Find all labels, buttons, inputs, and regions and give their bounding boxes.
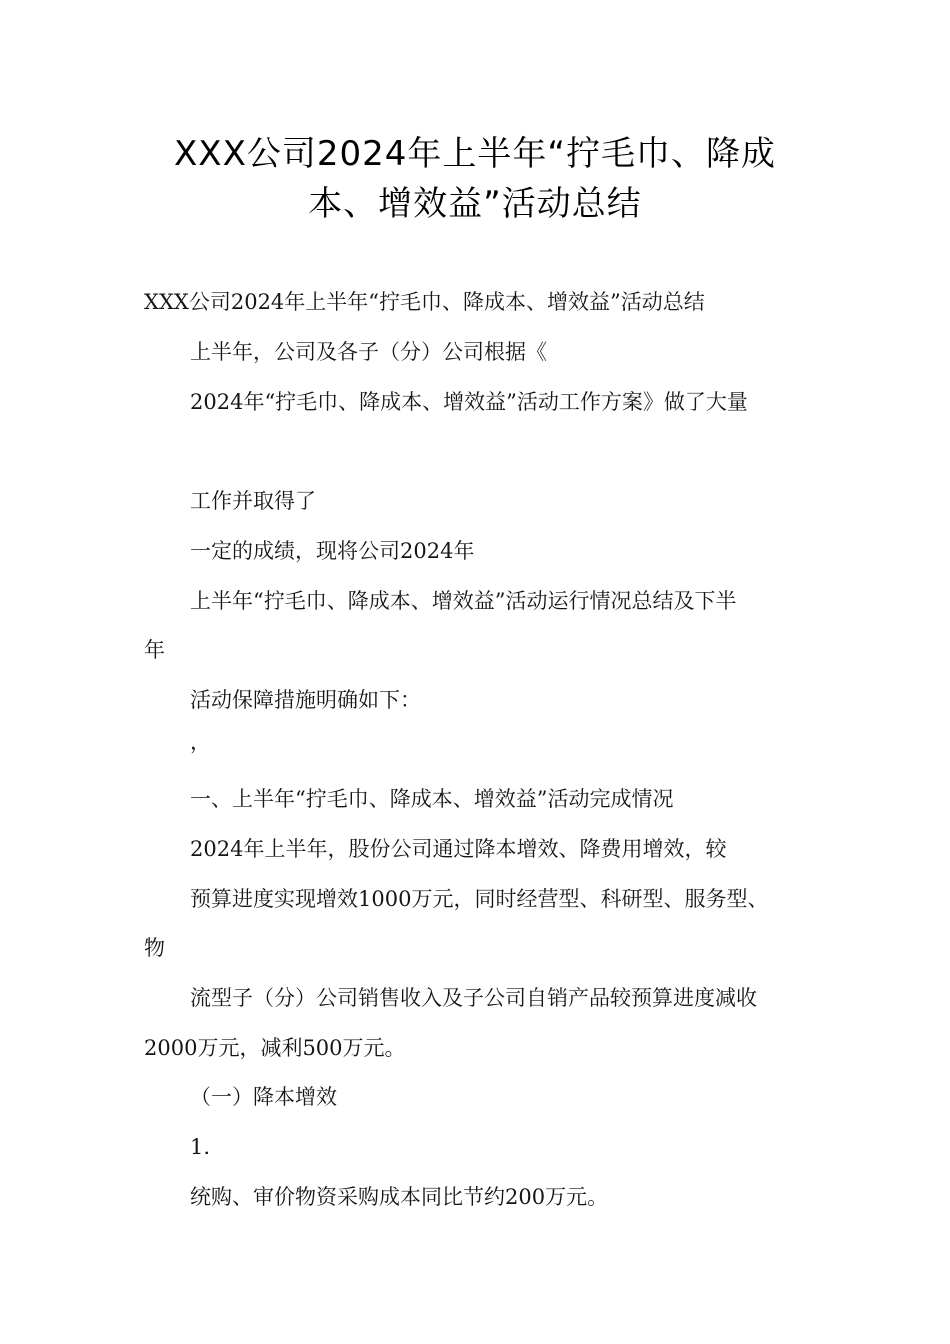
document-title-line-1: XXX公司2024年上半年“拧毛巾、降成	[173, 134, 777, 174]
paragraph-line: 流型子（分）公司销售收入及子公司自销产品较预算进度减收	[190, 986, 757, 1010]
paragraph-line: 2024年“拧毛巾、降成本、增效益”活动工作方案》做了大量	[190, 390, 748, 414]
paragraph-line: 2000万元，减利500万元。	[144, 1036, 406, 1060]
paragraph-line: 统购、审价物资采购成本同比节约200万元。	[190, 1185, 609, 1209]
section-heading: 一、上半年“拧毛巾、降成本、增效益”活动完成情况	[190, 787, 674, 811]
paragraph-line: 一定的成绩，现将公司2024年	[190, 539, 475, 563]
paragraph-line: 工作并取得了	[190, 489, 316, 513]
paragraph-line: 活动保障措施明确如下：	[190, 688, 421, 712]
subsection-heading: （一）降本增效	[190, 1085, 337, 1109]
paragraph-line: ，	[190, 730, 211, 754]
document-title-line-2: 本、增效益”活动总结	[308, 184, 642, 224]
list-number: 1.	[190, 1135, 211, 1159]
paragraph-line: 预算进度实现增效1000万元，同时经营型、科研型、服务型、	[190, 887, 769, 911]
paragraph-line: 2024年上半年，股份公司通过降本增效、降费用增效，较	[190, 837, 727, 861]
paragraph-repeat-title: XXX公司2024年上半年“拧毛巾、降成本、增效益”活动总结	[144, 290, 705, 314]
paragraph-line: 物	[144, 936, 165, 960]
paragraph-line: 上半年“拧毛巾、降成本、增效益”活动运行情况总结及下半	[190, 589, 737, 613]
paragraph-line: 上半年，公司及各子（分）公司根据《	[190, 340, 547, 364]
paragraph-line: 年	[144, 638, 165, 662]
